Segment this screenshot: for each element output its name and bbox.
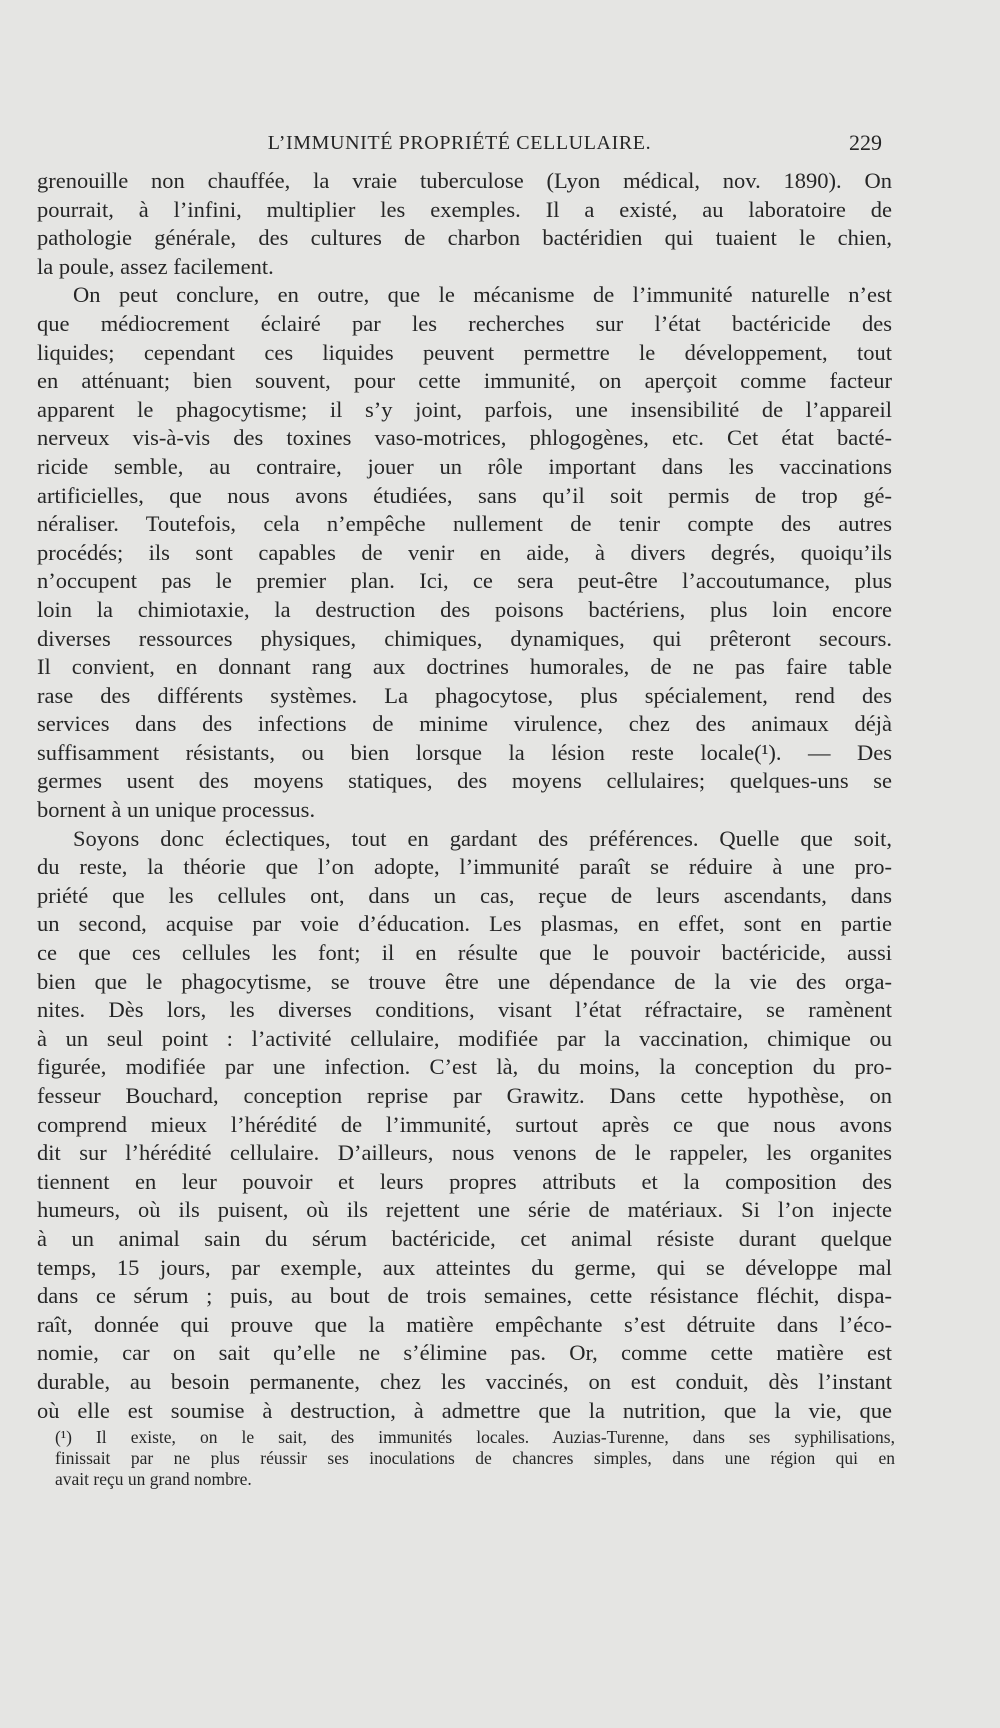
text-line: comprend mieux l’hérédité de l’immunité, surtout après ce que nous avons [37, 1111, 892, 1137]
text-line: priété que les cellules ont, dans un cas, reçue de leurs ascendants, dans [37, 882, 892, 908]
text-line: pathologie générale, des cultures de charbon bactéridien qui tuaient le chien, [37, 225, 892, 251]
text-line: où elle est soumise à destruction, à admettre que la nutrition, que la vie, que [37, 1397, 892, 1423]
text-line: n’occupent pas le premier plan. Ici, ce sera peut-être l’accoutumance, plus [37, 568, 892, 594]
text-line: ricide semble, au contraire, jouer un rôle important dans les vaccinations [37, 453, 892, 479]
text-line: néraliser. Toutefois, cela n’empêche nullement de tenir compte des autres [37, 511, 892, 537]
footnote-line: finissait par ne plus réussir ses inoculations de chancres simples, dans une région qui en [55, 1448, 895, 1468]
text-line: fesseur Bouchard, conception reprise par Grawitz. Dans cette hypothèse, on [37, 1083, 892, 1108]
page-number: 229 [849, 130, 882, 155]
text-line: rase des différents systèmes. La phagocytose, plus spécialement, rend des [37, 682, 892, 708]
text-line: bien que le phagocytisme, se trouve être une dépendance de la vie des orga- [37, 968, 892, 994]
text-line: Il convient, en donnant rang aux doctrines humorales, de ne pas faire table [37, 654, 892, 680]
text-line: pourrait, à l’infini, multiplier les exemples. Il a existé, au laboratoire de [37, 196, 892, 222]
text-line: que médiocrement éclairé par les recherches sur l’état bactéricide des [37, 310, 892, 336]
text-line: germes usent des moyens statiques, des moyens cellulaires; quelques-uns se [37, 768, 892, 794]
text-line: services dans des infections de minime virulence, chez des animaux déjà [37, 711, 892, 737]
text-line: temps, 15 jours, par exemple, aux atteintes du germe, qui se développe mal [37, 1254, 892, 1280]
text-line: un second, acquise par voie d’éducation. Les plasmas, en effet, sont en partie [37, 911, 892, 937]
text-line: dit sur l’hérédité cellulaire. D’ailleurs, nous venons de le rappeler, les organites [37, 1140, 892, 1166]
text-line: artificielles, que nous avons étudiées, sans qu’il soit permis de trop gé- [37, 482, 892, 508]
text-line: à un seul point : l’activité cellulaire, modifiée par la vaccination, chimique ou [37, 1025, 892, 1051]
text-line: dans ce sérum ; puis, au bout de trois semaines, cette résistance fléchit, dispa- [37, 1283, 892, 1309]
text-line: tiennent en leur pouvoir et leurs propres attributs et la composition des [37, 1168, 892, 1194]
body-text [37, 167, 892, 1425]
text-line: en atténuant; bien souvent, pour cette immunité, on aperçoit comme facteur [37, 368, 892, 394]
text-line: du reste, la théorie que l’on adopte, l’immunité paraît se réduire à une pro- [37, 854, 892, 880]
text-line: diverses ressources physiques, chimiques, dynamiques, qui prêteront secours. [37, 625, 892, 651]
text-line: liquides; cependant ces liquides peuvent permettre le développement, tout [37, 339, 892, 365]
text-line: loin la chimiotaxie, la destruction des poisons bactériens, plus loin encore [37, 596, 892, 622]
text-line: durable, au besoin permanente, chez les vaccinés, on est conduit, dès l’instant [37, 1368, 892, 1394]
running-head [37, 128, 882, 158]
footnote-line: avait reçu un grand nombre. [55, 1469, 252, 1489]
text-line: la poule, assez facilement. [37, 253, 274, 279]
footnote-line: (¹) Il existe, on le sait, des immunités locales. Auzias-Turenne, dans ses syphilisations, [55, 1427, 895, 1447]
text-line: On peut conclure, en outre, que le mécanisme de l’immunité naturelle n’est [73, 282, 892, 308]
text-line: nerveux vis-à-vis des toxines vaso-motrices, phlogogènes, etc. Cet état bacté- [37, 425, 892, 451]
footnotes [55, 1427, 895, 1490]
running-title: L’IMMUNITÉ PROPRIÉTÉ CELLULAIRE. [267, 132, 652, 154]
text-line: suffisamment résistants, ou bien lorsque la lésion reste locale(¹). — Des [37, 739, 892, 765]
text-line: bornent à un unique processus. [37, 797, 316, 823]
text-line: Soyons donc éclectiques, tout en gardant des préférences. Quelle que soit, [73, 825, 892, 851]
text-line: humeurs, où ils puisent, où ils rejettent une série de matériaux. Si l’on injecte [37, 1197, 892, 1223]
text-line: ce que ces cellules les font; il en résulte que le pouvoir bactéricide, aussi [37, 940, 892, 966]
text-line: procédés; ils sont capables de venir en aide, à divers degrés, quoiqu’ils [37, 539, 892, 565]
text-line: raît, donnée qui prouve que la matière empêchante s’est détruite dans l’éco- [37, 1311, 892, 1337]
text-line: nomie, car on sait qu’elle ne s’élimine pas. Or, comme cette matière est [37, 1340, 892, 1366]
text-line: apparent le phagocytisme; il s’y joint, parfois, une insensibilité de l’appareil [37, 396, 892, 422]
text-line: à un animal sain du sérum bactéricide, cet animal résiste durant quelque [37, 1225, 892, 1251]
text-line: figurée, modifiée par une infection. C’est là, du moins, la conception du pro- [37, 1054, 892, 1080]
text-line: nites. Dès lors, les diverses conditions, visant l’état réfractaire, se ramènent [37, 997, 892, 1023]
text-line: grenouille non chauffée, la vraie tuberculose (Lyon médical, nov. 1890). On [37, 168, 892, 193]
